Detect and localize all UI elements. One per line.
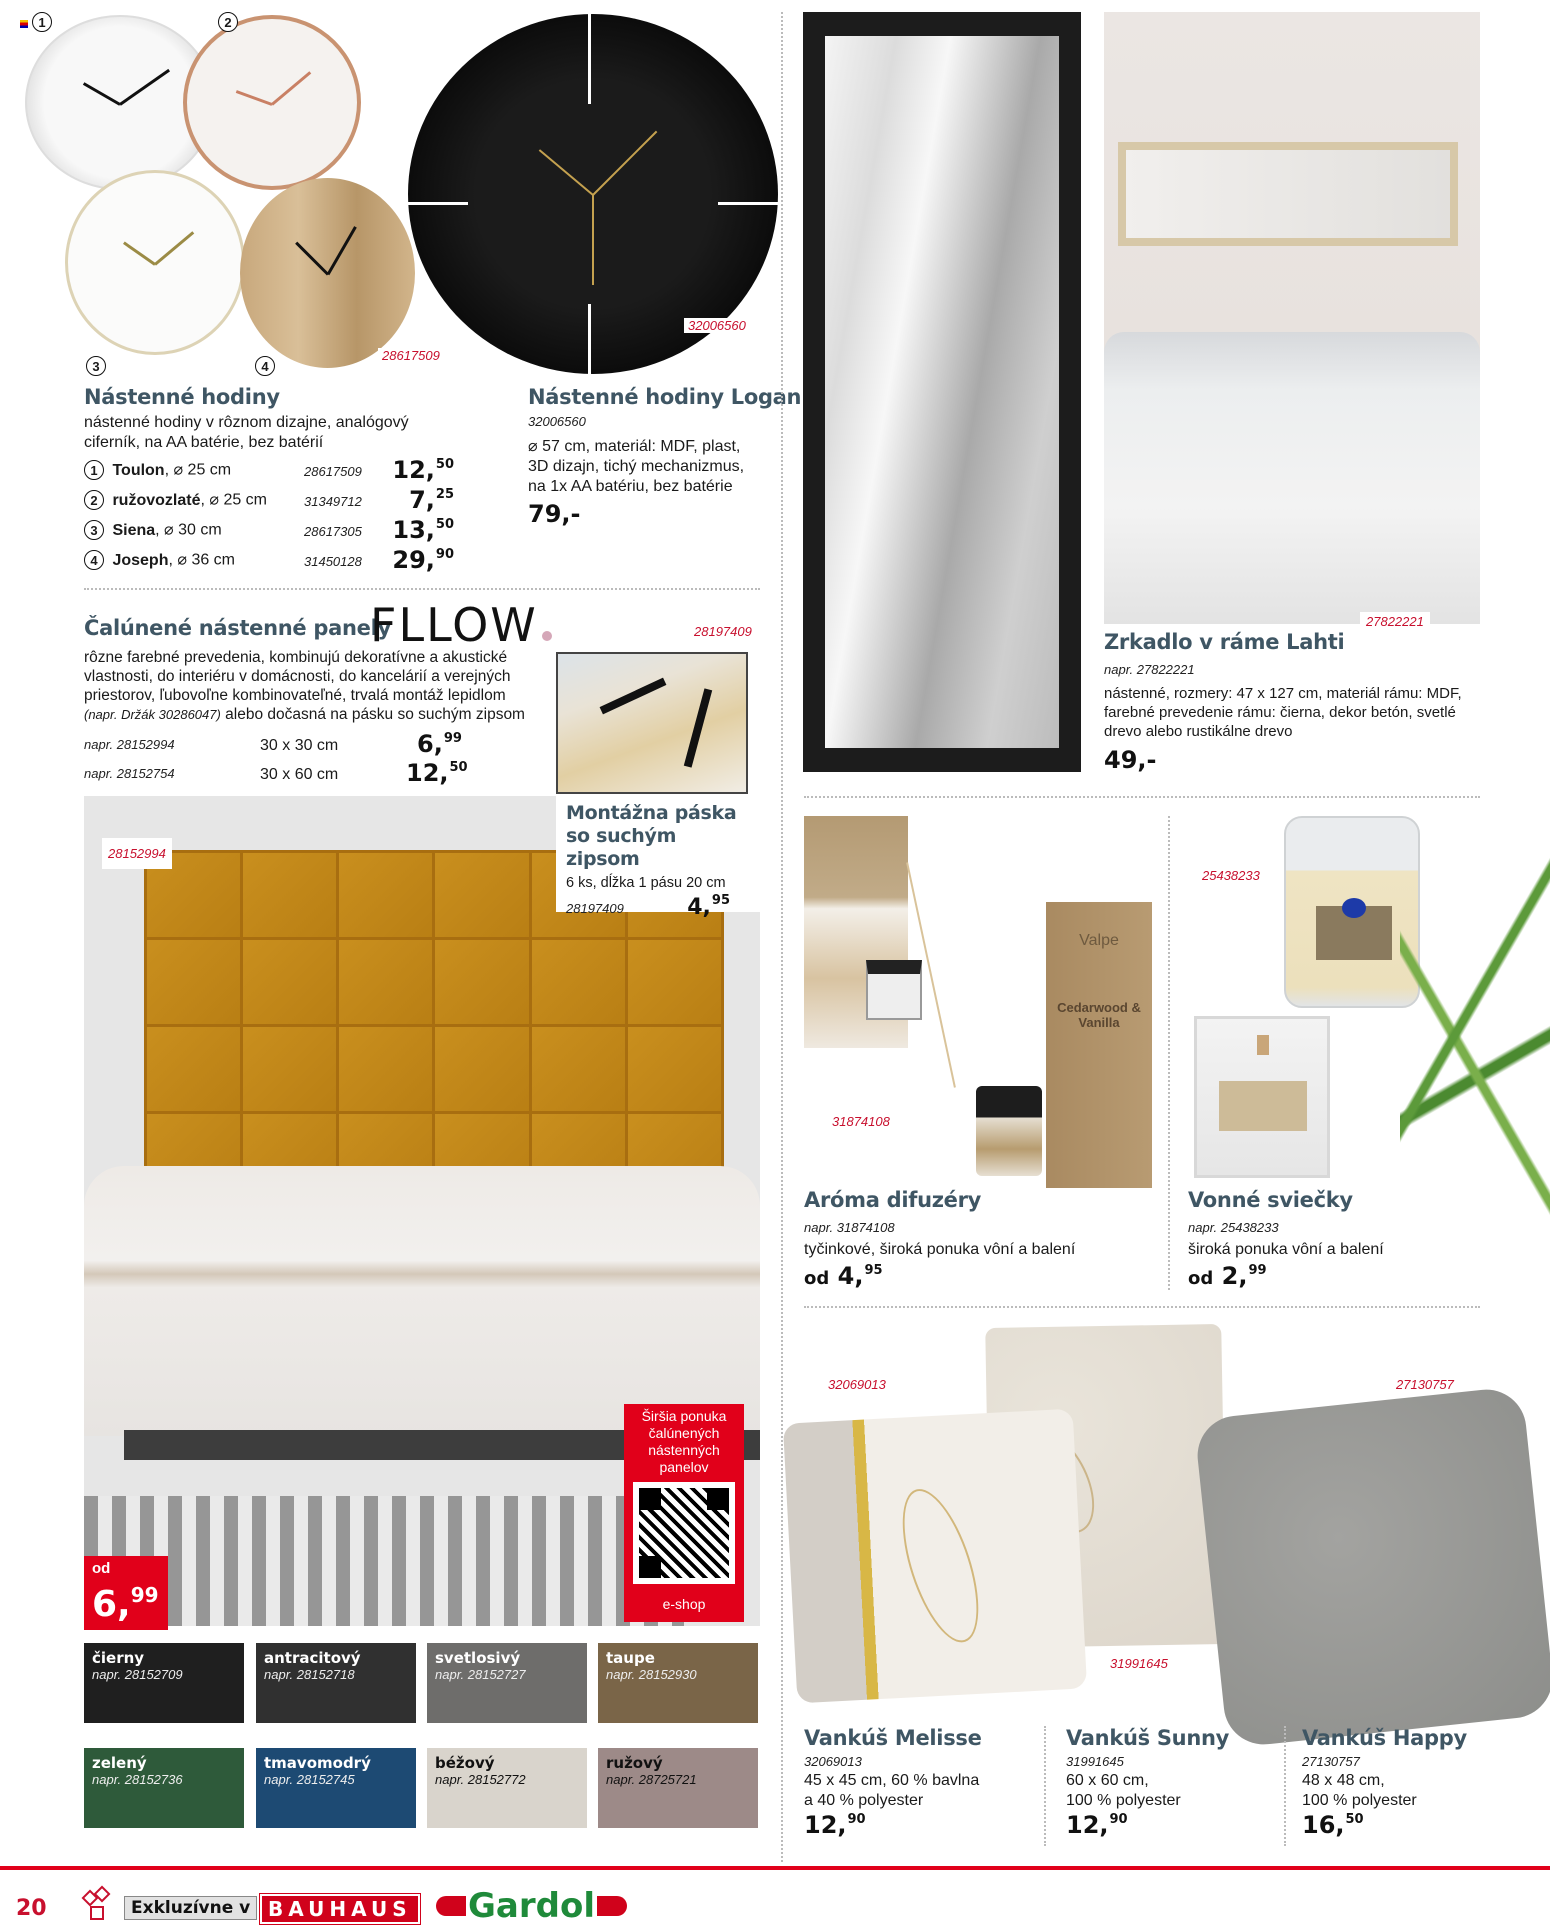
bed-image (1104, 332, 1480, 624)
clock-price-row: 4 Joseph, ⌀ 36 cm 31450128 29,90 (84, 550, 454, 580)
clock-price-row: 3 Siena, ⌀ 30 cm 28617305 13,50 (84, 520, 454, 550)
candles-price: od 2,99 (1188, 1262, 1267, 1290)
candle-glass-image (1194, 1016, 1330, 1178)
logan-description: ⌀ 57 cm, materiál: MDF, plast, 3D dizajn, tichý mechanizmus, na 1x AA batériu, bez batérie (528, 438, 745, 495)
clock-name: Toulon (112, 461, 165, 479)
clock-price-list (84, 456, 454, 580)
swatch-pink: ružový napr. 28725721 (598, 1748, 758, 1828)
diffusers-code: napr. 31874108 (804, 1220, 895, 1235)
image-code-diffuser: 31874108 (832, 1114, 890, 1129)
column-divider (781, 12, 783, 1862)
candles-title: Vonné sviečky (1188, 1188, 1353, 1212)
tape-photo (556, 652, 748, 794)
swatch-light-grey: svetlosivý napr. 28152727 (427, 1643, 587, 1723)
diffuser-valpe-bottle (976, 1086, 1042, 1176)
swatch-beige: béžový napr. 28152772 (427, 1748, 587, 1828)
clock-code: 31349712 (304, 494, 362, 509)
image-code-clocks: 28617509 (378, 348, 444, 363)
pillow-sunny-info: Vankúš Sunny 31991645 60 x 60 cm, 100 % polyester 12,90 (1066, 1726, 1230, 1839)
clock-name: Joseph (112, 551, 169, 569)
eshop-qr-box[interactable]: Širšia ponuka čalúnených nástenných panelov e-shop (624, 1404, 744, 1622)
plant-image (1400, 820, 1550, 1220)
image-code-mirror: 27822221 (1360, 612, 1430, 631)
pillow-melisse-info: Vankúš Melisse 32069013 45 x 45 cm, 60 % bavlna a 40 % polyester 12,90 (804, 1726, 982, 1839)
clock-siena-image (65, 170, 245, 355)
clocks-description: nástenné hodiny v rôznom dizajne, analógový ciferník, na AA batérie, bez batérií (84, 414, 409, 451)
candles-description: široká ponuka vôní a balení (1188, 1241, 1384, 1258)
rug (84, 1496, 684, 1626)
logan-code: 32006560 (528, 414, 586, 429)
image-code-panel: 28152994 (102, 838, 172, 869)
column-divider (1044, 1726, 1046, 1846)
divider (804, 796, 1480, 798)
clock-code: 28617509 (304, 464, 362, 479)
clock-price-row: 1 Toulon, ⌀ 25 cm 28617509 12,50 (84, 460, 454, 490)
clock-name: ružovozlaté (112, 491, 201, 509)
fllow-logo: FLLOW (370, 598, 552, 652)
clock-badge-3: 3 (86, 356, 106, 376)
mirror-black-image (803, 12, 1081, 772)
swatch-dark-blue: tmavomodrý napr. 28152745 (256, 1748, 416, 1828)
bed-image (84, 1166, 760, 1436)
image-code-pillow-happy: 27130757 (1396, 1377, 1454, 1392)
image-code-logan: 32006560 (684, 318, 750, 333)
page-number: 20 (16, 1896, 47, 1921)
diffusers-description: tyčinkové, široká ponuka vôní a balení (804, 1241, 1076, 1258)
panel-from-price: od 6,99 (84, 1556, 168, 1630)
logan-title: Nástenné hodiny Logan (528, 385, 802, 409)
column-divider (1168, 816, 1170, 1290)
clock-price: 13,50 (392, 516, 454, 544)
clock-joseph-image (240, 178, 415, 368)
mirror-title: Zrkadlo v ráme Lahti (1104, 630, 1345, 654)
pillow-happy-info: Vankúš Happy 27130757 48 x 48 cm, 100 % polyester 16,50 (1302, 1726, 1467, 1839)
image-code-pillow-melisse: 32069013 (828, 1377, 886, 1392)
panels-description: rôzne farebné prevedenia, kombinujú dekoratívne a akustické vlastnosti, do interiéru v domácnosti, do kancelárií a verejných priestorov, ľubovoľne kombinovateľné, trvalá montáž lepidlom (napr. Držák 30286047) alebo dočasná na pásku so suchým zipsom (84, 649, 525, 723)
clock-name: Siena (112, 521, 156, 539)
clock-price: 7,25 (409, 486, 454, 514)
tape-title: Montážna páska so suchým zipsom (566, 802, 737, 870)
panel-price-row: napr. 28152994 30 x 30 cm 6,99 (84, 730, 462, 758)
gardol-logo: Gardol (436, 1886, 627, 1926)
clock-code: 28617305 (304, 524, 362, 539)
mirror-description: nástenné, rozmery: 47 x 127 cm, materiál rámu: MDF, farebné prevedenie rámu: čierna, dekor betón, svetlé drevo alebo rustikálne drevo (1104, 685, 1462, 740)
house-icon (82, 1888, 114, 1924)
divider (84, 588, 760, 590)
swatch-taupe: taupe napr. 28152930 (598, 1643, 758, 1723)
exclusive-label: Exkluzívne v (124, 1896, 257, 1920)
clock-badge-1: 1 (32, 12, 52, 32)
tape-price: 4,95 (687, 893, 730, 920)
swatch-black: čierny napr. 28152709 (84, 1643, 244, 1723)
color-marker (20, 20, 28, 28)
diffuser-valpe-box: Valpe Cedarwood & Vanilla (1046, 902, 1152, 1188)
tape-info-box: Montážna páska so suchým zipsom 6 ks, dĺžka 1 pásu 20 cm 28197409 4,95 (556, 796, 760, 912)
swatch-anthracite: antracitový napr. 28152718 (256, 1643, 416, 1723)
column-divider (1284, 1726, 1286, 1846)
clock-price: 12,50 (392, 456, 454, 484)
clock-price: 29,90 (392, 546, 454, 574)
clock-code: 31450128 (304, 554, 362, 569)
bauhaus-logo: BAUHAUS (260, 1894, 420, 1924)
diffusers-title: Aróma difuzéry (804, 1188, 982, 1212)
image-code-tape: 28197409 (694, 624, 752, 639)
panels-title: Čalúnené nástenné panely (84, 616, 391, 640)
bedroom-mirror-photo (1104, 12, 1480, 624)
logan-price: 79,- (528, 500, 581, 528)
pillow-happy-image (1194, 1386, 1550, 1749)
mirror-price: 49,- (1104, 746, 1157, 774)
diffusers-price: od 4,95 (804, 1262, 883, 1290)
divider (804, 1306, 1480, 1308)
clock-badge-2: 2 (218, 12, 238, 32)
qr-code-icon[interactable] (633, 1482, 735, 1584)
clock-rosegold-image (183, 15, 361, 190)
swatch-green: zelený napr. 28152736 (84, 1748, 244, 1828)
tape-code: 28197409 (566, 901, 624, 916)
panels-price-list (84, 730, 468, 794)
eshop-link[interactable]: e-shop (662, 1596, 706, 1612)
panel-price-row: napr. 28152754 30 x 60 cm 12,50 (84, 759, 468, 787)
candles-code: napr. 25438233 (1188, 1220, 1279, 1235)
mirror-code: napr. 27822221 (1104, 662, 1195, 677)
clocks-title: Nástenné hodiny (84, 385, 280, 409)
clock-badge-4: 4 (255, 356, 275, 376)
footer-red-line (0, 1866, 1550, 1870)
pillow-melisse-image (783, 1409, 1087, 1704)
image-code-candle: 25438233 (1202, 868, 1260, 883)
clock-price-row: 2 ružovozlaté, ⌀ 25 cm 31349712 7,25 (84, 490, 454, 520)
diffuser-bottle (866, 960, 922, 1020)
image-code-pillow-sunny: 31991645 (1110, 1656, 1168, 1671)
lahti-mirror-image (1118, 142, 1458, 246)
